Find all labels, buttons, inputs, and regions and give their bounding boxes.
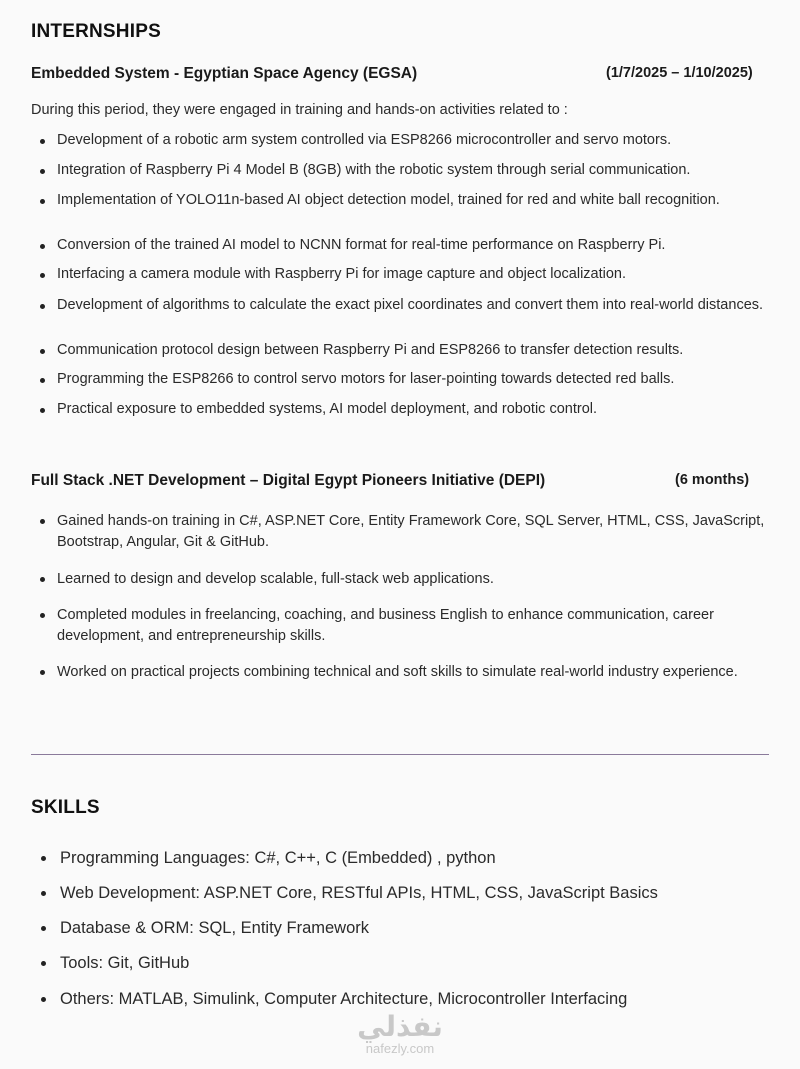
list-item: Development of algorithms to calculate the exact pixel coordinates and convert them into real-world distances. <box>31 298 800 313</box>
list-item: Worked on practical projects combining technical and soft skills to simulate real-world industry experience. <box>31 662 777 683</box>
list-item: Gained hands-on training in C#, ASP.NET Core, Entity Framework Core, SQL Server, HTML, CSS, JavaScript, Bootstrap, Angular, Git & GitHub. <box>31 511 777 553</box>
egsa-job-date: (1/7/2025 – 1/10/2025) <box>606 65 753 81</box>
section-divider <box>31 754 769 755</box>
list-item: Integration of Raspberry Pi 4 Model B (8GB) with the robotic system through serial communication. <box>31 163 797 178</box>
list-item: Completed modules in freelancing, coaching, and business English to enhance communication, career development, and entrepreneurship skills. <box>31 605 777 647</box>
list-item: Programming the ESP8266 to control servo motors for laser-pointing towards detected red balls. <box>31 372 797 387</box>
list-item: Web Development: ASP.NET Core, RESTful APIs, HTML, CSS, JavaScript Basics <box>31 883 800 903</box>
watermark-url: nafezly.com <box>365 1041 435 1056</box>
list-item: Interfacing a camera module with Raspberry Pi for image capture and object localization. <box>31 267 797 282</box>
internships-heading: INTERNSHIPS <box>31 21 161 42</box>
list-item: Learned to design and develop scalable, full-stack web applications. <box>31 569 777 590</box>
list-item: Conversion of the trained AI model to NCNN format for real-time performance on Raspberry Pi. <box>31 238 797 253</box>
list-item: Development of a robotic arm system controlled via ESP8266 microcontroller and servo motors. <box>31 133 797 148</box>
skills-heading: SKILLS <box>31 797 100 818</box>
list-item: Tools: Git, GitHub <box>31 953 800 973</box>
watermark-logo <box>345 1012 455 1056</box>
list-item: Others: MATLAB, Simulink, Computer Architecture, Microcontroller Interfacing <box>31 989 800 1009</box>
watermark-arabic: نفذلي <box>357 1011 443 1042</box>
list-item: Communication protocol design between Raspberry Pi and ESP8266 to transfer detection results. <box>31 343 797 358</box>
list-item: Practical exposure to embedded systems, AI model deployment, and robotic control. <box>31 402 797 417</box>
egsa-job-title: Embedded System - Egyptian Space Agency (EGSA) <box>31 65 418 82</box>
list-item: Programming Languages: C#, C++, C (Embedded) , python <box>31 848 800 868</box>
depi-job-duration: (6 months) <box>675 472 750 488</box>
list-item: Database & ORM: SQL, Entity Framework <box>31 918 800 938</box>
list-item: Implementation of YOLO11n-based AI object detection model, trained for red and white ball recognition. <box>31 193 777 208</box>
depi-job-title: Full Stack .NET Development – Digital Egypt Pioneers Initiative (DEPI) <box>31 472 546 489</box>
egsa-intro: During this period, they were engaged in training and hands-on activities related to : <box>31 102 568 118</box>
